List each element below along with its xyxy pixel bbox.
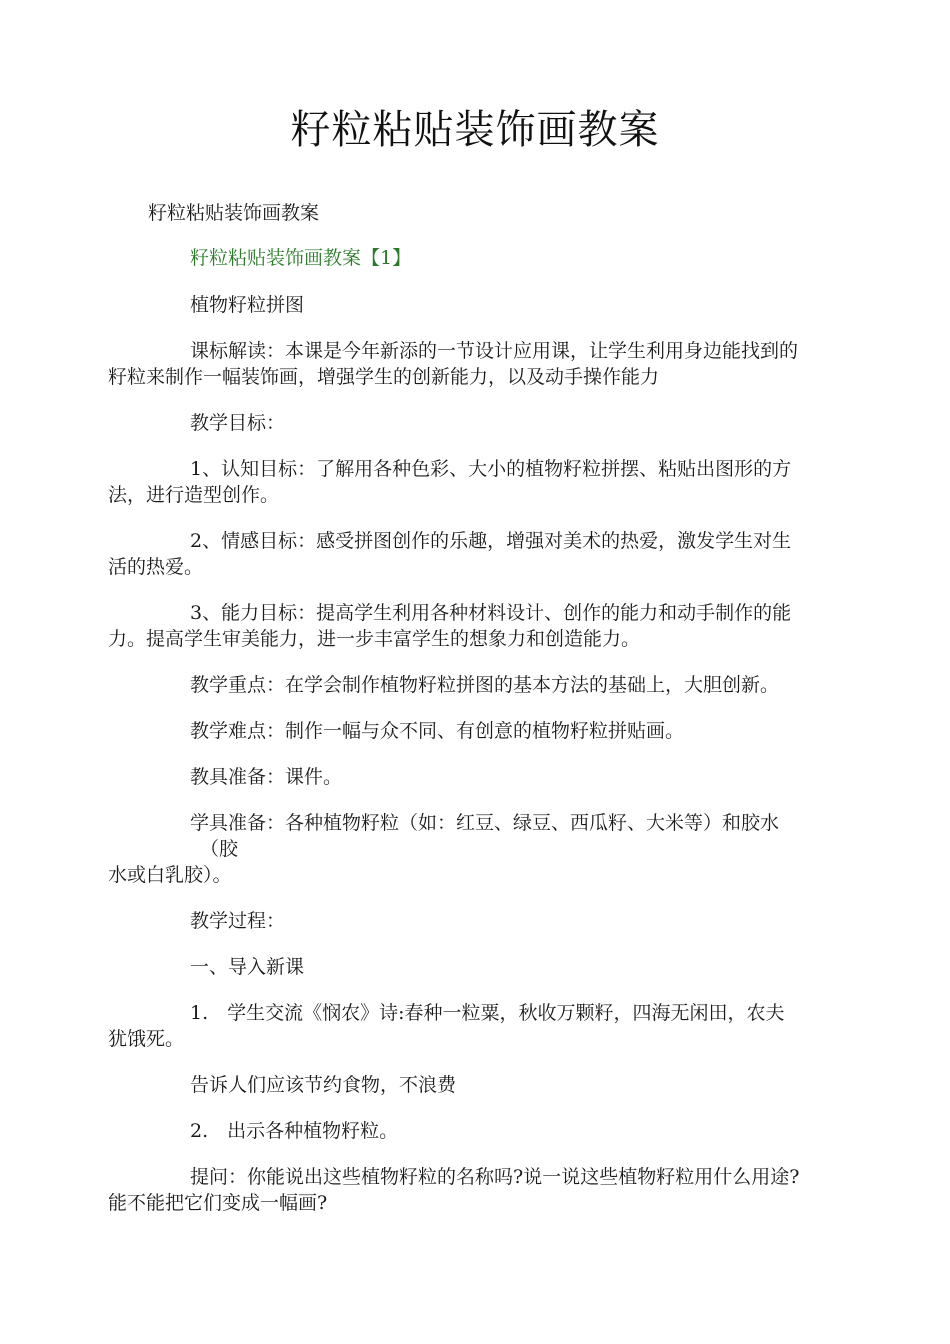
paragraph-line: 教具准备：课件。 bbox=[190, 766, 343, 788]
paragraph-line: 力。提高学生审美能力，进一步丰富学生的想象力和创造能力。 bbox=[108, 628, 641, 650]
paragraph-line: 学具准备：各种植物籽粒（如：红豆、绿豆、西瓜籽、大米等）和胶水 bbox=[190, 812, 780, 834]
paragraph-heading: 一、导入新课 bbox=[190, 956, 305, 978]
paragraph-line: 教学重点：在学会制作植物籽粒拼图的基本方法的基础上，大胆创新。 bbox=[190, 674, 780, 696]
subtitle: 籽粒粘贴装饰画教案 bbox=[148, 202, 320, 224]
paragraph-heading: 教学目标： bbox=[190, 412, 286, 434]
paragraph-line: 提问：你能说出这些植物籽粒的名称吗?说一说这些植物籽粒用什么用途? bbox=[190, 1166, 800, 1188]
paragraph-line: 教学难点：制作一幅与众不同、有创意的植物籽粒拼贴画。 bbox=[190, 720, 685, 742]
paragraph-heading: 教学过程： bbox=[190, 910, 286, 932]
paragraph-line: 1、认知目标：了解用各种色彩、大小的植物籽粒拼摆、粘贴出图形的方 bbox=[190, 458, 792, 480]
paragraph-line: 籽粒来制作一幅装饰画，增强学生的创新能力，以及动手操作能力 bbox=[108, 366, 660, 388]
paragraph-line: 1. 学生交流《悯农》诗:春种一粒粟，秋收万颗籽，四海无闲田，农夫 bbox=[190, 1002, 785, 1024]
lesson-name: 植物籽粒拼图 bbox=[190, 294, 305, 316]
paragraph-line: 活的热爱。 bbox=[108, 556, 204, 578]
paragraph-line: （胶 bbox=[200, 838, 239, 860]
paragraph-line: 课标解读：本课是今年新添的一节设计应用课，让学生利用身边能找到的 bbox=[190, 340, 799, 362]
paragraph-line: 水或白乳胶）。 bbox=[108, 864, 232, 886]
paragraph-line: 告诉人们应该节约食物，不浪费 bbox=[190, 1074, 457, 1096]
section-heading-link[interactable]: 籽粒粘贴装饰画教案【1】 bbox=[190, 247, 412, 269]
page-title: 籽粒粘贴装饰画教案 bbox=[290, 107, 660, 153]
paragraph-line: 法，进行造型创作。 bbox=[108, 484, 280, 506]
paragraph-line: 能不能把它们变成一幅画? bbox=[108, 1192, 328, 1214]
paragraph-line: 2. 出示各种植物籽粒。 bbox=[190, 1120, 399, 1142]
paragraph-line: 3、能力目标：提高学生利用各种材料设计、创作的能力和动手制作的能 bbox=[190, 602, 792, 624]
paragraph-line: 2、情感目标：感受拼图创作的乐趣，增强对美术的热爱，激发学生对生 bbox=[190, 530, 792, 552]
paragraph-line: 犹饿死。 bbox=[108, 1028, 185, 1050]
